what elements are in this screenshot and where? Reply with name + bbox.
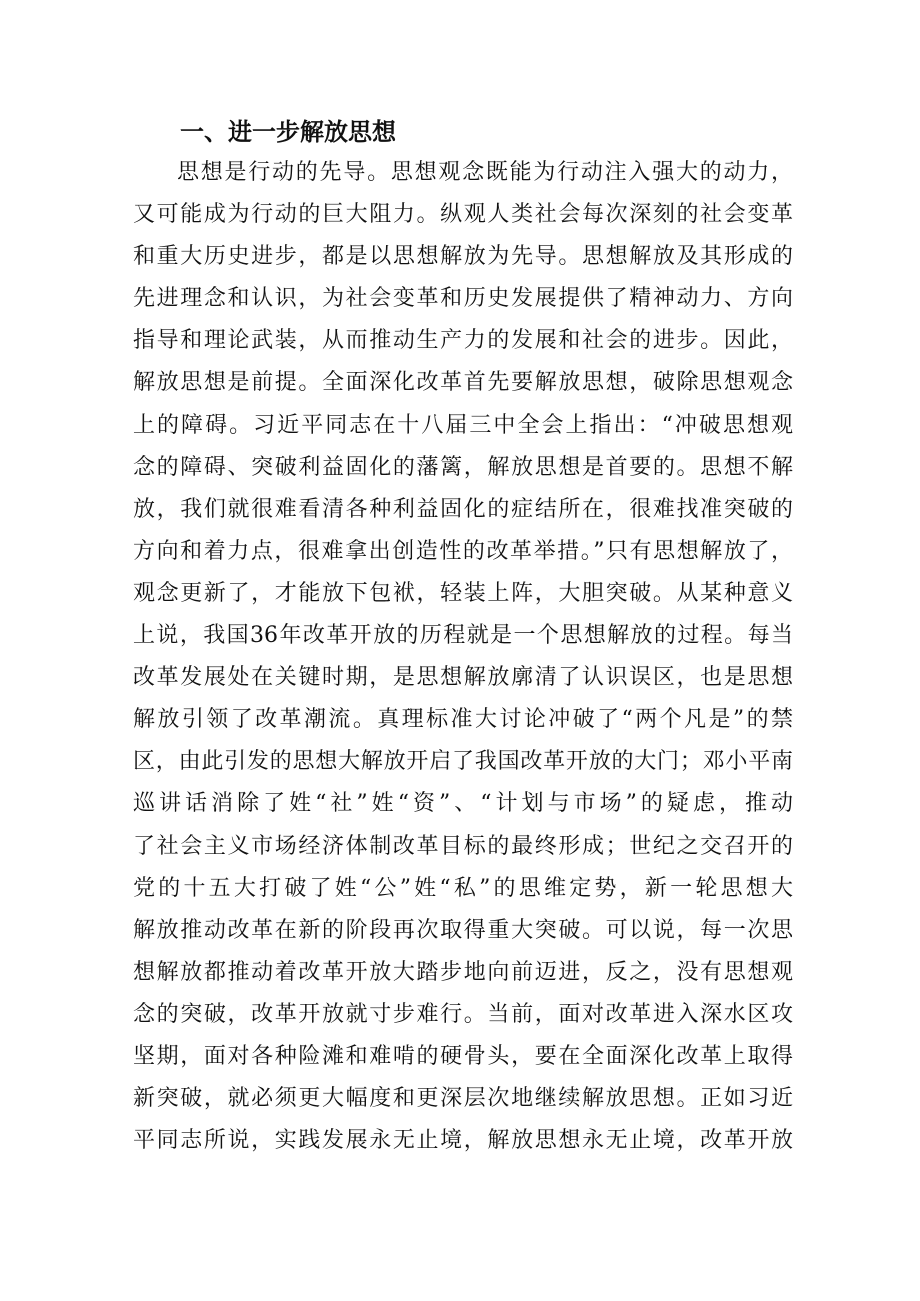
text-line: 念的障碍、突破利益固化的藩篱，解放思想是首要的。思想不解 — [133, 454, 793, 480]
text-line: 解放思想是前提。全面深化改革首先要解放思想，破除思想观念 — [133, 370, 793, 396]
text-line: 念的突破，改革开放就寸步难行。当前，面对改革进入深水区攻 — [133, 1001, 793, 1027]
text-line: 了社会主义市场经济体制改革目标的最终形成；世纪之交召开的 — [133, 833, 793, 859]
text-line: 上的障碍。习近平同志在十八届三中全会上指出：“冲破思想观 — [133, 412, 793, 438]
section-heading: 一、进一步解放思想 — [180, 118, 396, 146]
text-line: 区，由此引发的思想大解放开启了我国改革开放的大门；邓小平南 — [133, 749, 793, 775]
text-line: 解放引领了改革潮流。真理标准大讨论冲破了“两个凡是”的禁 — [133, 707, 793, 733]
text-line: 巡讲话消除了姓“社”姓“资”、“计划与市场”的疑虑，推动 — [133, 791, 793, 817]
text-line: 党的十五大打破了姓“公”姓“私”的思维定势，新一轮思想大 — [133, 875, 793, 901]
text-line: 又可能成为行动的巨大阻力。纵观人类社会每次深刻的社会变革 — [133, 202, 793, 228]
text-line: 放，我们就很难看清各种利益固化的症结所在，很难找准突破的 — [133, 496, 793, 522]
text-line: 方向和着力点，很难拿出创造性的改革举措。”只有思想解放了， — [133, 538, 793, 564]
text-line: 先进理念和认识，为社会变革和历史发展提供了精神动力、方向 — [133, 286, 793, 312]
text-line: 指导和理论武装，从而推动生产力的发展和社会的进步。因此， — [133, 328, 793, 354]
text-line: 观念更新了，才能放下包袱，轻装上阵，大胆突破。从某种意义 — [133, 580, 793, 606]
text-line: 改革发展处在关键时期，是思想解放廓清了认识误区，也是思想 — [133, 665, 793, 691]
text-line: 上说，我国36年改革开放的历程就是一个思想解放的过程。每当 — [133, 623, 793, 649]
body-paragraph — [133, 152, 793, 1162]
text-line: 想解放都推动着改革开放大踏步地向前迈进，反之，没有思想观 — [133, 959, 793, 985]
text-line: 思想是行动的先导。思想观念既能为行动注入强大的动力， — [177, 160, 793, 185]
text-line: 解放推动改革在新的阶段再次取得重大突破。可以说，每一次思 — [133, 917, 793, 943]
text-line: 平同志所说，实践发展永无止境，解放思想永无止境，改革开放 — [133, 1128, 793, 1154]
text-line: 新突破，就必须更大幅度和更深层次地继续解放思想。正如习近 — [133, 1086, 793, 1112]
text-line: 坚期，面对各种险滩和难啃的硬骨头，要在全面深化改革上取得 — [133, 1043, 793, 1069]
text-line: 和重大历史进步，都是以思想解放为先导。思想解放及其形成的 — [133, 244, 793, 270]
